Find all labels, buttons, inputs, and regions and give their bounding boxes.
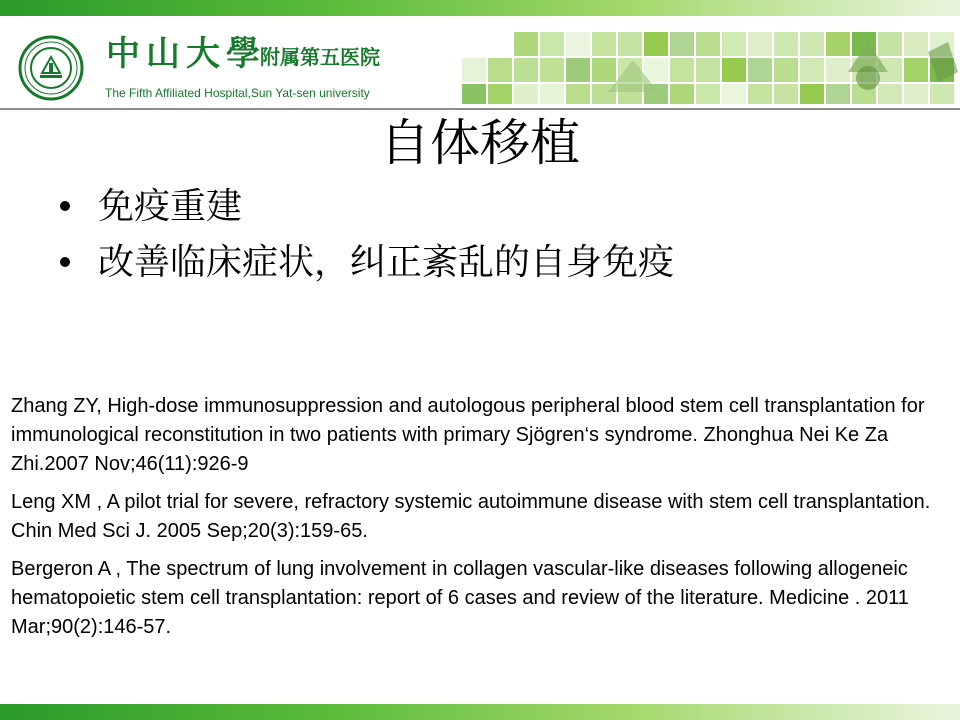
bullet-item [56, 234, 674, 290]
hospital-name-cn: 附属第五医院 [260, 47, 380, 69]
bullet-text: 免疫重建 [98, 185, 243, 226]
header-mosaic-decoration [458, 32, 960, 104]
university-logo-icon [18, 35, 84, 101]
top-decorative-bar [0, 0, 960, 16]
reference-item: Zhang ZY, High-dose immunosuppression and autologous peripheral blood stem cell transplantation for immunological reconstitution in two patients with primary Sjögren‘s syndrome. Zhonghua Nei Ke Za Zhi.2007 Nov;46(11):926-9 [11, 395, 925, 475]
bullet-icon [60, 201, 70, 211]
slide-title: 自体移植 [380, 115, 580, 171]
hospital-name-en: The Fifth Affiliated Hospital,Sun Yat-sen university [105, 86, 370, 100]
header-divider [0, 108, 960, 110]
bullet-item [56, 178, 674, 234]
reference-item: Leng XM , A pilot trial for severe, refractory systemic autoimmune disease with stem cell transplantation. Chin Med Sci J. 2005 Sep;20(3):159-65. [11, 491, 931, 542]
bottom-decorative-bar [0, 704, 960, 720]
bullet-icon [60, 257, 70, 267]
university-name: 中山大學 [106, 34, 266, 74]
references [11, 392, 956, 651]
bullet-text: 改善临床症状，纠正紊乱的自身免疫 [98, 241, 675, 282]
reference-item: Bergeron A , The spectrum of lung involvement in collagen vascular-like diseases following allogeneic hematopoietic stem cell transplantation: report of 6 cases and review of the literature. Medicine . 2011 Mar;90(2):146-57. [11, 558, 909, 638]
bullet-list [56, 178, 674, 290]
